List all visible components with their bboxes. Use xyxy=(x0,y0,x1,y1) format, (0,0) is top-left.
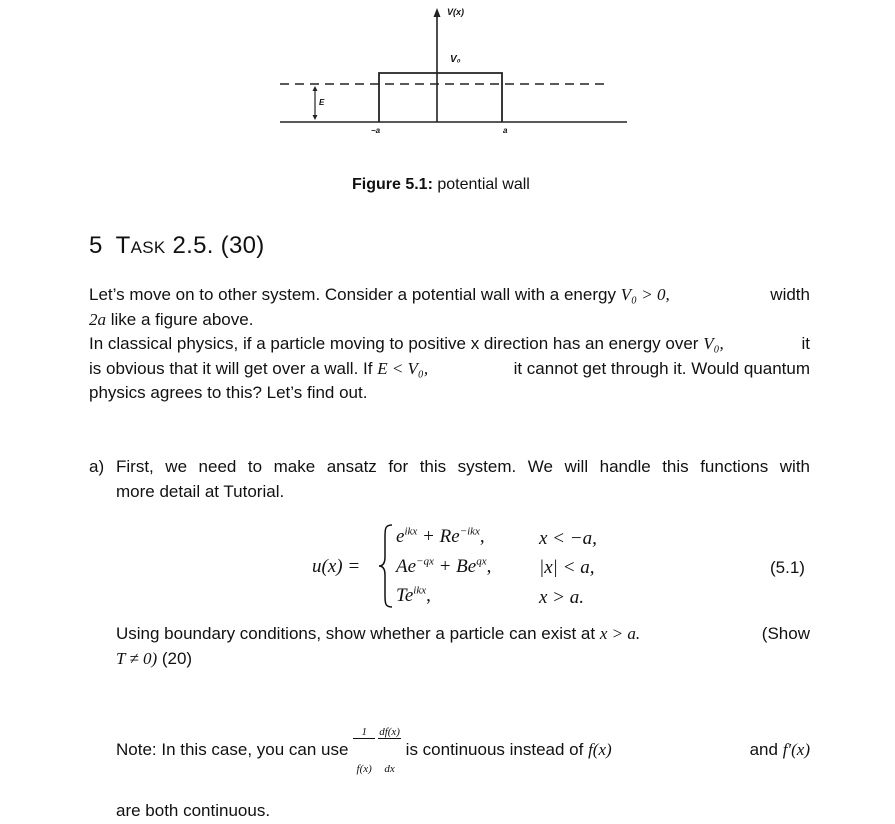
eq-exponent: −qx xyxy=(416,555,434,568)
fraction-one-over-f xyxy=(353,702,375,799)
eq-comma: , xyxy=(479,526,485,547)
intro-text: it xyxy=(796,334,810,353)
part-a-intro xyxy=(116,455,810,504)
eq-exponent: ikx xyxy=(404,525,418,538)
math-f-of-x: f(x) xyxy=(588,740,612,760)
note-line-1 xyxy=(116,702,810,799)
intro-line-1 xyxy=(89,283,810,308)
fraction-denominator: dx xyxy=(384,763,395,775)
math-f-prime: f′(x) xyxy=(782,740,810,760)
equation-row-1 xyxy=(396,526,485,548)
section-title-word: Task xyxy=(115,232,166,259)
intro-line-2 xyxy=(89,308,810,333)
boundary-paragraph xyxy=(116,622,810,671)
eq-exponent: qx xyxy=(476,555,487,568)
intro-text: Let’s move on to other system. Consider a potential wall with a energy xyxy=(89,285,621,304)
fraction-derivative xyxy=(378,702,401,799)
eq-term: + Re xyxy=(417,526,460,547)
fraction-numerator: df(x) xyxy=(379,726,400,738)
eq-term: + Be xyxy=(433,556,477,577)
eq-term: Te xyxy=(396,585,414,606)
figure-caption xyxy=(352,176,530,194)
boundary-line-2 xyxy=(116,647,810,672)
intro-line-4 xyxy=(89,357,810,382)
section-number: 5 xyxy=(89,232,103,259)
section-heading xyxy=(89,232,265,260)
note-text: is continuous instead of xyxy=(400,740,589,760)
energy-label: E xyxy=(319,98,325,107)
math-x-greater-a: x > a. xyxy=(599,624,641,643)
intro-paragraph xyxy=(89,283,810,406)
right-tick-label: a xyxy=(503,126,508,135)
eq-comma: , xyxy=(426,585,431,606)
note-line-2: are both continuous. xyxy=(116,801,271,820)
eq-exponent: ikx xyxy=(413,584,427,597)
boundary-text: (Show xyxy=(757,624,810,643)
intro-text: it cannot get through it. Would quantum xyxy=(508,358,810,378)
part-a-line-1: First, we need to make ansatz for this system. We will handle this functions with xyxy=(116,457,810,476)
section-title-rest: 2.5. (30) xyxy=(165,232,265,259)
equation-row-2 xyxy=(396,556,491,578)
equation-lhs: u(x) = xyxy=(312,556,361,577)
eq-comma: , xyxy=(486,556,492,577)
math-width: 2a xyxy=(89,309,106,329)
intro-text: In classical physics, if a particle moving to positive x direction has an energy over xyxy=(89,334,704,353)
barrier-outline xyxy=(379,73,502,122)
boundary-text: Using boundary conditions, show whether a particle can exist at xyxy=(116,624,600,643)
math-v0-positive: V₀ > 0, xyxy=(620,285,670,304)
energy-arrowhead-down xyxy=(313,115,318,120)
y-axis-arrowhead xyxy=(434,8,441,17)
eq-term: e xyxy=(396,526,405,547)
equation-cond-1: x < −a, xyxy=(539,528,597,549)
eq-exponent: −ikx xyxy=(459,525,480,538)
left-tick-label: −a xyxy=(371,126,381,135)
equation-cond-2: |x| < a, xyxy=(539,557,595,578)
note-text: and xyxy=(744,740,783,760)
eq-term: Ae xyxy=(396,556,417,577)
equation-cond-3: x > a. xyxy=(539,587,585,608)
figure-caption-text: potential wall xyxy=(432,176,530,193)
fraction-numerator: 1 xyxy=(353,726,375,739)
barrier-height-label: V₀ xyxy=(450,54,461,65)
potential-wall-figure xyxy=(270,0,640,150)
intro-line-3 xyxy=(89,332,810,357)
intro-text: like a figure above. xyxy=(106,309,254,329)
part-a-label: a) xyxy=(89,457,105,476)
intro-text: is obvious that it will get over a wall. If xyxy=(89,358,378,378)
intro-text: width xyxy=(765,285,810,304)
figure-caption-prefix: Figure 5.1: xyxy=(352,176,433,193)
math-v0: V₀, xyxy=(703,334,724,353)
y-axis-label: V(x) xyxy=(447,7,465,17)
math-t-nonzero: T ≠ 0) xyxy=(116,648,158,668)
equation-number: (5.1) xyxy=(770,558,805,577)
intro-line-5: physics agrees to this? Let’s find out. xyxy=(89,383,368,402)
equation-brace xyxy=(376,523,396,609)
note-text: Note: In this case, you can use xyxy=(116,740,354,760)
math-e-less-v0: E < V₀, xyxy=(377,358,429,378)
boundary-text: (20) xyxy=(157,648,193,668)
potential-wall-diagram xyxy=(270,0,640,150)
energy-arrowhead-up xyxy=(313,86,318,91)
note-paragraph xyxy=(116,702,810,824)
part-a-line-2: more detail at Tutorial. xyxy=(116,481,285,501)
fraction-denominator: f(x) xyxy=(356,763,372,775)
equation-row-3 xyxy=(396,585,431,607)
boundary-line-1 xyxy=(116,622,810,647)
